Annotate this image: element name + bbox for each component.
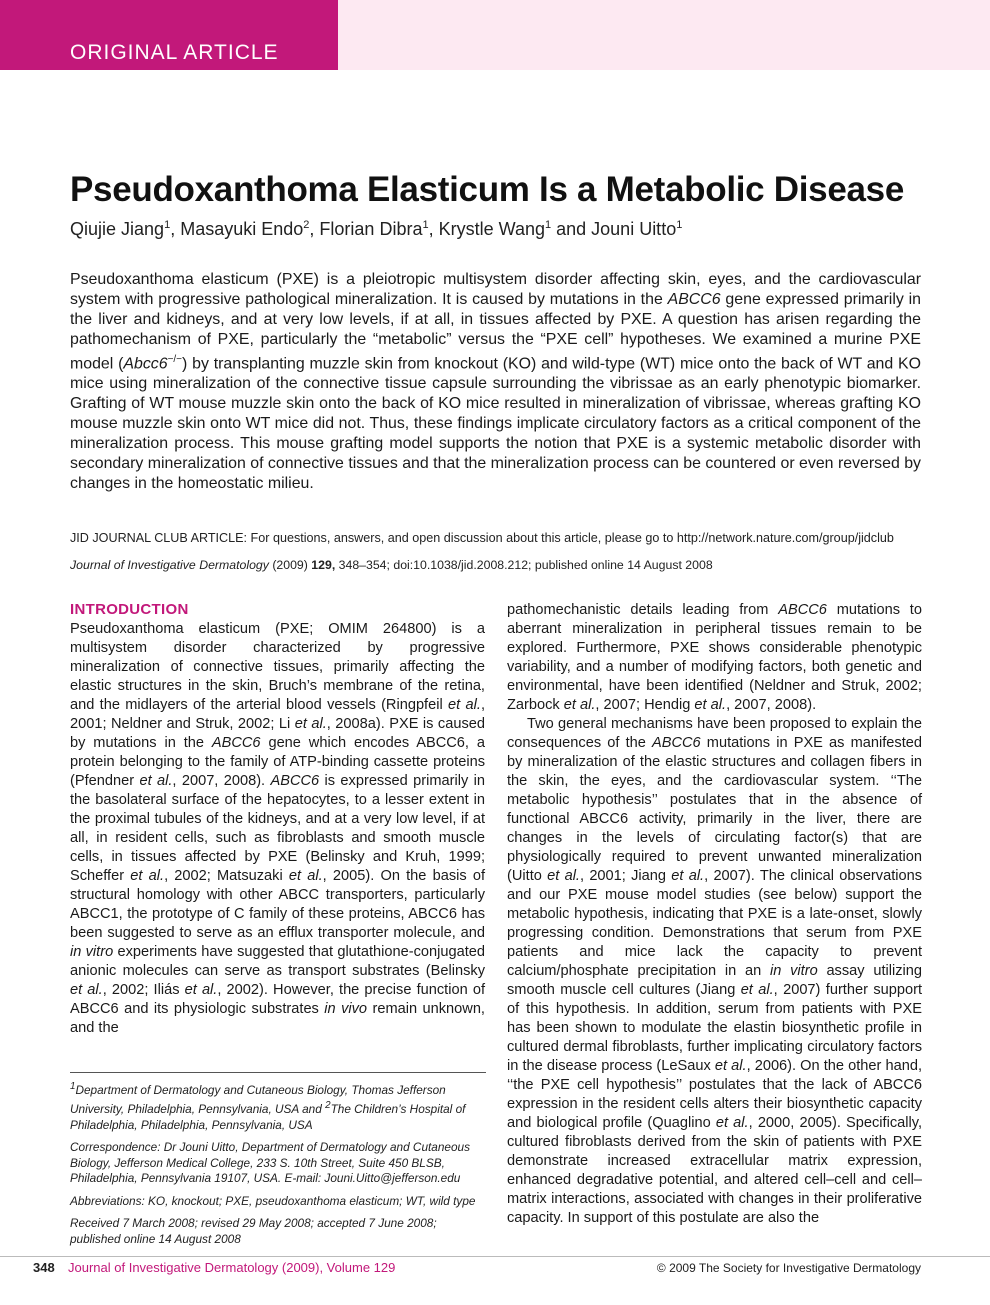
intro-paragraph (70, 620, 485, 1038)
gene-name: ABCC6 (667, 291, 721, 308)
paragraph-text: Two general mechanisms have been proposed to explain the consequences of the (507, 716, 922, 751)
italic-term: et al. (714, 1058, 747, 1074)
italic-term: et al. (294, 716, 327, 732)
copyright: © 2009 The Society for Investigative Dermatology (656, 1261, 921, 1275)
author-separator: , (309, 219, 320, 239)
italic-term: et al. (70, 982, 103, 998)
author-name: Qiujie Jiang (70, 219, 165, 239)
affiliations (70, 1079, 488, 1133)
author-name: Florian Dibra (319, 219, 423, 239)
author-affiliation-marker: 1 (164, 219, 171, 231)
left-column (70, 600, 485, 1038)
author-affiliation-marker: 2 (303, 219, 310, 231)
page-number: 348 (33, 1260, 55, 1275)
paragraph-text: , 2007; Hendig (595, 697, 695, 713)
author-list (70, 219, 682, 240)
citation-journal: Journal of Investigative Dermatology (70, 558, 269, 572)
italic-term: ABCC6 (211, 735, 261, 751)
italic-term: et al. (288, 868, 323, 884)
paragraph-text: Pseudoxanthoma elasticum (PXE; OMIM 264800) is a multisystem disorder characterized by progressive mineralization of connective tissues, primarily affecting the elastic structures in the skin, Bruch’s membrane of the retina, and the midlayers of the arterial blood vessels (Ringpfeil (70, 621, 485, 713)
italic-term: et al. (547, 868, 580, 884)
italic-term: ABCC6 (652, 735, 701, 751)
italic-term: et al. (130, 868, 165, 884)
footer-journal: Journal of Investigative Dermatology (2009), Volume 129 (68, 1260, 396, 1275)
paragraph-text: , 2006). On the other hand, ‘‘the PXE cell hypothesis’’ postulates that the lack of ABCC6 expression in the resident cells alters their biosynthetic capacity and biological profile (Quaglino (507, 1058, 923, 1131)
paragraph-text: , 2002; Matsuzaki (164, 868, 289, 884)
author-affiliation-marker: 1 (422, 219, 429, 231)
italic-term: et al. (448, 697, 481, 713)
affiliation-text: The Children’s Hospital of Philadelphia, Philadelphia, Pennsylvania, USA (70, 1102, 466, 1132)
right-column (507, 601, 922, 1228)
paragraph-text: , 2007, 2008). (726, 697, 817, 713)
author-affiliation-marker: 1 (676, 219, 683, 231)
citation-year: (2009) (268, 558, 312, 572)
genotype-superscript: −/− (167, 354, 183, 365)
abstract-text: gene expressed primarily in the liver and kidneys, and at very low levels, if at all, in tissues affected by PXE. A question has arisen regarding the pathomechanism of PXE, particularly the “metabolic” versus the “PXE cell” hypotheses. We examined a murine PXE model ( (70, 291, 921, 373)
intro-paragraph (507, 601, 922, 715)
footnote-divider (70, 1072, 486, 1073)
abstract-text: ) by transplanting muzzle skin from knockout (KO) and wild-type (WT) mice onto the back of WT and KO mice using mineralization of the connective tissue capsule surrounding the vibrissae as an early phenotypic biomarker. Grafting of WT mouse muzzle skin onto the back of KO mice resulted in mineralization of vibrissae, whereas grafting KO mouse muzzle skin onto WT mice did not. Thus, these findings implicate circulatory factors as a critical component of the mineralization process. This mouse grafting model supports the notion that PXE is a systemic metabolic disorder with secondary mineralization of connective tissues and that the mineralization process can be countered or even reversed by changes in the homeostatic milieu. (70, 355, 921, 493)
journal-club-note: JID JOURNAL CLUB ARTICLE: For questions, answers, and open discussion about this article, please go to http://network.nature.com/group/jidclub (70, 531, 894, 545)
citation-volume: 129, (311, 558, 336, 572)
italic-term: et al. (563, 697, 596, 713)
section-label: ORIGINAL ARTICLE (70, 41, 279, 64)
italic-term: et al. (715, 1115, 749, 1131)
paragraph-text: , 2002). However, the precise function of ABCC6 and its physiologic substrates (70, 982, 486, 1017)
italic-term: et al. (671, 868, 705, 884)
paragraph-text: assay utilizing smooth muscle cell cultures (Jiang (507, 963, 922, 998)
paragraph-text: , 2002; Iliás (102, 982, 185, 998)
italic-term: ABCC6 (270, 773, 320, 789)
paragraph-text: , 2001; Jiang (580, 868, 672, 884)
footnotes (70, 1079, 488, 1254)
section-heading: INTRODUCTION (70, 601, 189, 618)
author-name: Masayuki Endo (180, 219, 304, 239)
footer-divider (0, 1256, 990, 1257)
paragraph-text: remain unknown, and the (70, 1001, 485, 1036)
italic-term: in vivo (324, 1001, 368, 1017)
paragraph-text: , 2000, 2005). Specifically, cultured fibroblasts derived from the skin of patients with PXE demonstrate increased extracellular matrix expression, enhanced degradative potential, and altered cell–cell and cell–matrix interactions, associated with changes in their proliferative capacity. In support of this postulate are also the (507, 1115, 923, 1226)
citation-details: 348–354; doi:10.1038/jid.2008.212; published online 14 August 2008 (335, 558, 713, 572)
italic-term: et al. (740, 982, 774, 998)
abstract-text: Pseudoxanthoma elasticum (PXE) is a pleiotropic multisystem disorder affecting skin, eyes, and the cardiovascular system with progressive pathological mineralization. It is caused by mutations in the (70, 271, 921, 308)
italic-term: et al. (139, 773, 173, 789)
author-name: Jouni Uitto (591, 219, 677, 239)
paragraph-text: is expressed primarily in the basolateral surface of the hepatocytes, to a lesser extent in the proximal tubules of the kidneys, and at a very low level, if at all, in resident cells, such as fibroblasts and smooth muscle cells, in tissues affected by PXE (Belinsky and Kruh, 1999; Scheffer (70, 773, 485, 884)
correspondence: Correspondence: Dr Jouni Uitto, Department of Dermatology and Cutaneous Biology, Jefferson Medical College, 233 S. 10th Street, Suite 450 BLSB, Philadelphia, Pennsylvania 19107, USA. E-mail: Jouni.Uitto@jefferson.edu (70, 1140, 470, 1186)
author-separator: , (428, 219, 439, 239)
received-dates: Received 7 March 2008; revised 29 May 2008; accepted 7 June 2008; published online 14 August 2008 (70, 1216, 437, 1246)
citation-line (70, 558, 925, 572)
author-affiliation-marker: 1 (544, 219, 552, 231)
article-title: Pseudoxanthoma Elasticum Is a Metabolic Disease (70, 170, 904, 209)
paragraph-text: , 2008a). PXE is caused by mutations in the (70, 716, 485, 751)
paragraph-text: , 2001; Neldner and Struk, 2002; Li (70, 697, 485, 732)
italic-term: ABCC6 (778, 602, 827, 618)
affiliation-marker: 2 (325, 1100, 331, 1112)
gene-name: Abcc6 (123, 355, 168, 373)
author-separator: , (170, 219, 181, 239)
author-separator: and (551, 219, 592, 239)
paragraph-text: gene which encodes ABCC6, a protein belonging to the family of ATP-binding cassette proteins (Pfendner (70, 735, 485, 789)
italic-term: et al. (184, 982, 218, 998)
paragraph-text: , 2007, 2008). (172, 773, 271, 789)
paragraph-text: mutations to aberrant mineralization in peripheral tissues remain to be explored. Furthermore, PXE shows considerable phenotypic variability, and a number of modifying factors, both genetic and environmental, have been identified (Neldner and Struk, 2002; Zarbock (507, 602, 922, 713)
affiliation-marker: 1 (70, 1081, 76, 1092)
italic-term: in vitro (770, 963, 818, 979)
paragraph-text: , 2005). On the basis of structural homology with other ABCC transporters, particularly ABCC1, the prototype of C family of these proteins, ABCC6 has been suggested to serve as an efflux transporter molecule, and (70, 868, 486, 941)
affiliation-text: Department of Dermatology and Cutaneous Biology, Thomas Jefferson University, Philadelphia, Pennsylvania, USA and (70, 1082, 446, 1117)
italic-term: et al. (694, 697, 727, 713)
italic-term: in vitro (70, 944, 114, 960)
author-name: Krystle Wang (438, 219, 545, 239)
paragraph-text: pathomechanistic details leading from (507, 602, 779, 618)
paragraph-text: mutations in PXE as manifested by mineralization of the elastic structures and collagen fibers in the skin, the eyes, and the cardiovascular system. ‘‘The metabolic hypothesis’’ postulates that in the absence of functional ABCC6 activity, primarily in the liver, there are changes in the levels of circulating factor(s) that are physiologically required to prevent unwanted mineralization (Uitto (507, 735, 922, 884)
abbreviations: Abbreviations: KO, knockout; PXE, pseudoxanthoma elasticum; WT, wild type (70, 1193, 476, 1208)
abstract (70, 270, 921, 494)
paragraph-text: , 2007) further support of this hypothesis. In addition, serum from patients with PXE has been shown to modulate the elastin biosynthetic profile in cultured dermal fibroblasts, further implicating circulatory factors in the disease process (LeSaux (507, 982, 923, 1074)
header-band (338, 0, 990, 70)
paragraph-text: , 2007). The clinical observations and our PXE mouse model studies (see below) support the metabolic hypothesis, indicating that PXE is a late-onset, slowly progressing condition. Demonstrations that serum from PXE patients and mice lack the capacity to prevent calcium/phosphate precipitation in an (507, 868, 923, 979)
paragraph-text: experiments have suggested that glutathione-conjugated anionic molecules can serve as transport substrates (Belinsky (70, 944, 486, 979)
intro-paragraph (507, 715, 922, 1228)
